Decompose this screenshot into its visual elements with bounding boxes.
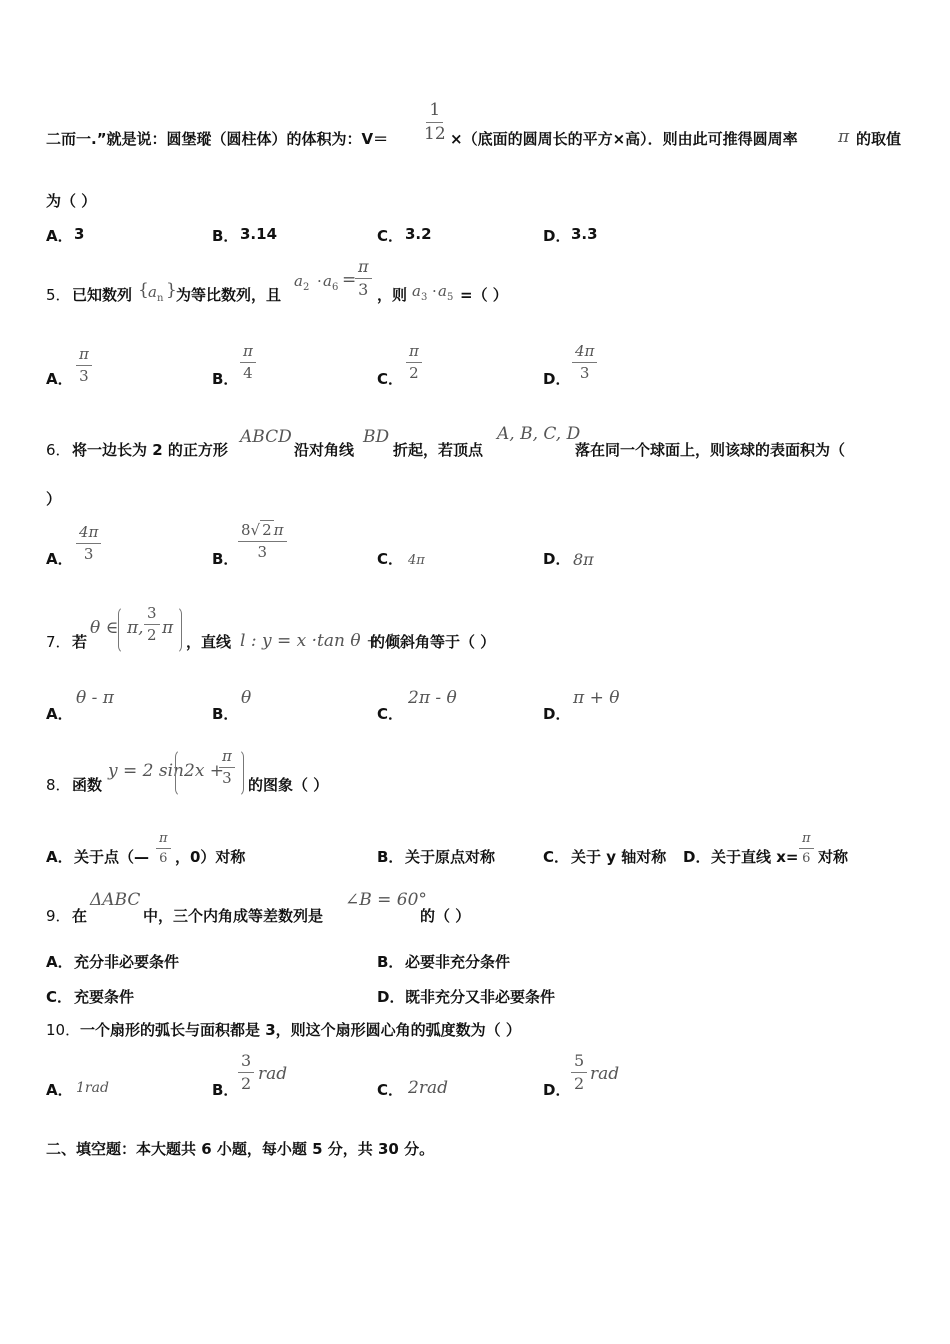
q9-option-a-label: A． — [46, 953, 73, 971]
q8-option-d-fraction: $\frac{\pi}{6}$ — [799, 832, 814, 865]
q5-a3: $a_3$ — [412, 282, 428, 303]
q7-option-b-label: B． — [212, 705, 239, 723]
q4-frac-num: 1 — [426, 102, 443, 123]
q6-option-b-label: B． — [212, 550, 239, 568]
q4-option-d: 3.3 — [571, 225, 598, 243]
q10-option-b-fraction: $\frac{3}{2}$ — [238, 1053, 254, 1092]
q8-option-b-label: B． — [377, 848, 404, 866]
q7-number: 7． — [46, 633, 71, 651]
q8-option-a-text1: 关于点（— — [74, 848, 150, 866]
q5-number: 5． — [46, 286, 71, 304]
q10-option-b-label: B． — [212, 1081, 239, 1099]
q8-option-a-fraction: $\frac{\pi}{6}$ — [156, 832, 171, 865]
q7-interval-fraction: $\frac{3}{2}$ — [144, 606, 160, 643]
q6-option-d-label: D． — [543, 550, 571, 568]
q5-rhs-num: π — [355, 259, 372, 279]
q7-option-a: θ - π — [76, 688, 114, 708]
q5-seq-close: } — [166, 280, 177, 300]
q5-text-b: 为等比数列，且 — [176, 286, 282, 304]
q8-option-a-label: A． — [46, 848, 73, 866]
q9-angle: ∠B = 60° — [345, 890, 427, 910]
q4-option-c-label: C． — [377, 227, 404, 245]
q7-option-a-label: A． — [46, 705, 73, 723]
q4-fraction — [421, 102, 449, 143]
q4-text-a: 二而一.”就是说：圆堡瑽（圆柱体）的体积为：V＝ — [46, 130, 389, 148]
q6-number: 6． — [46, 441, 71, 459]
q6-points: A, B, C, D — [497, 424, 581, 444]
q5-seq-a: $a_n$ — [148, 283, 164, 304]
q9-number: 9． — [46, 907, 71, 925]
q4-option-c: 3.2 — [405, 225, 432, 243]
q4-option-b-label: B． — [212, 227, 239, 245]
q7-option-c-label: C． — [377, 705, 404, 723]
q6-option-a-label: A． — [46, 550, 73, 568]
q6-text-line2: ） — [46, 490, 62, 508]
q8-option-a-text2: ，0）对称 — [175, 848, 246, 866]
q4-option-b: 3.14 — [240, 225, 278, 243]
q6-option-c: 4π — [408, 553, 425, 568]
q7-option-b: θ — [241, 688, 252, 708]
q6-option-c-label: C． — [377, 550, 404, 568]
q8-text-b: 的图象（ ） — [248, 776, 329, 794]
q9-option-d-label: D． — [377, 988, 405, 1006]
q7-text-b: ，直线 — [186, 633, 232, 651]
q5-option-d: $\frac{4\pi}{3}$ — [572, 344, 597, 381]
q5-option-d-label: D． — [543, 370, 571, 388]
q10-option-c-label: C． — [377, 1081, 404, 1099]
q5-equals: = — [342, 270, 357, 290]
q10-option-c: 2rad — [408, 1078, 448, 1098]
q9-text-a: 在 — [72, 907, 88, 925]
q5-option-c: $\frac{\pi}{2}$ — [406, 344, 422, 381]
q4-pi: π — [838, 127, 850, 147]
q5-dot-2: · — [432, 282, 437, 300]
q6-text-c: 折起，若顶点 — [393, 441, 484, 459]
q5-a5: $a_5$ — [438, 282, 454, 303]
q7-option-c: 2π - θ — [408, 688, 457, 708]
q7-option-d-label: D． — [543, 705, 571, 723]
q9-text-b: 中，三个内角成等差数列是 — [143, 907, 324, 925]
q6-text-d: 落在同一个球面上，则该球的表面积为（ — [575, 441, 846, 459]
q8-number: 8． — [46, 776, 71, 794]
q4-frac-den: 12 — [424, 124, 446, 144]
q9-option-b: 必要非充分条件 — [405, 953, 511, 971]
q7-line-equation: l : y = x ·tan θ + 1 — [240, 631, 397, 651]
q5-rhs-fraction — [355, 259, 372, 298]
q9-option-c: 充要条件 — [74, 988, 135, 1006]
q9-option-c-label: C． — [46, 988, 73, 1006]
q4-text-b: ×（底面的圆周长的平方×高）．则由此可推得圆周率 — [450, 130, 798, 148]
q7-option-d: π + θ — [573, 688, 620, 708]
q5-dot-1: · — [317, 272, 322, 290]
q8-option-b: 关于原点对称 — [405, 848, 496, 866]
q6-diagonal-bd: BD — [363, 427, 390, 447]
q7-interval-b: π — [162, 618, 174, 638]
q9-text-c: 的（ ） — [420, 907, 471, 925]
q4-text-line2: 为（ ） — [46, 192, 97, 210]
q6-option-d: 8π — [573, 550, 594, 569]
q10-option-a: 1rad — [76, 1080, 109, 1096]
q9-option-d: 既非充分又非必要条件 — [405, 988, 556, 1006]
q6-text-b: 沿对角线 — [294, 441, 355, 459]
q6-option-b: $\frac{8√ 2 \pi}{3}$ — [238, 523, 287, 560]
q5-option-a: $\frac{\pi}{3}$ — [76, 347, 92, 384]
q5-option-b-label: B． — [212, 370, 239, 388]
q10-number: 10． — [46, 1021, 81, 1039]
q7-theta-in: θ ∈ — [90, 618, 119, 638]
q4-option-d-label: D． — [543, 227, 571, 245]
section-2-heading: 二、填空题：本大题共 6 小题，每小题 5 分，共 30 分。 — [46, 1140, 435, 1158]
q5-a6: $a_6$ — [323, 272, 339, 293]
q10-option-b-unit: rad — [258, 1064, 288, 1084]
q7-interval-a: π, — [127, 618, 144, 638]
q8-option-d-text2: 对称 — [818, 848, 849, 866]
q5-a2: $a_2$ — [294, 272, 310, 293]
q8-option-d-text1: 关于直线 x= — [711, 848, 799, 866]
q8-func-fraction: $\frac{\pi}{3}$ — [219, 749, 235, 786]
q8-func-a: y = 2 sin — [108, 761, 184, 781]
q10-option-d-label: D． — [543, 1081, 571, 1099]
q5-option-a-label: A． — [46, 370, 73, 388]
q7-text-c: 的倾斜角等于（ ） — [370, 633, 496, 651]
q10-text: 一个扇形的弧长与面积都是 3，则这个扇形圆心角的弧度数为（ ） — [80, 1021, 521, 1039]
q10-option-d-unit: rad — [590, 1064, 620, 1084]
q4-text-c: 的取值 — [856, 130, 902, 148]
q5-text-a: 已知数列 — [72, 286, 133, 304]
q5-text-d: =（ ） — [460, 286, 508, 304]
q6-option-a: $\frac{4\pi}{3}$ — [76, 525, 101, 562]
q5-text-c: ，则 — [377, 286, 408, 304]
q7-text-a: 若 — [72, 633, 88, 651]
q9-option-b-label: B． — [377, 953, 404, 971]
q10-option-a-label: A． — [46, 1081, 73, 1099]
q4-option-a-label: A． — [46, 227, 73, 245]
q4-option-a: 3 — [74, 225, 85, 243]
q8-option-c-label: C． — [543, 848, 570, 866]
q5-seq-open: { — [138, 280, 149, 300]
q8-option-d-label: D． — [683, 848, 711, 866]
q8-func-b: 2x + — [184, 761, 225, 781]
q5-option-b: $\frac{\pi}{4}$ — [240, 344, 256, 381]
q9-triangle: ΔABC — [90, 890, 141, 910]
q5-rhs-den: 3 — [358, 280, 369, 299]
q9-option-a: 充分非必要条件 — [74, 953, 180, 971]
q8-text-a: 函数 — [72, 776, 103, 794]
q10-option-d-fraction: $\frac{5}{2}$ — [571, 1053, 587, 1092]
q5-option-c-label: C． — [377, 370, 404, 388]
q8-option-c: 关于 y 轴对称 — [571, 848, 667, 866]
q6-text-a: 将一边长为 2 的正方形 — [72, 441, 228, 459]
q6-square-abcd: ABCD — [240, 427, 292, 447]
